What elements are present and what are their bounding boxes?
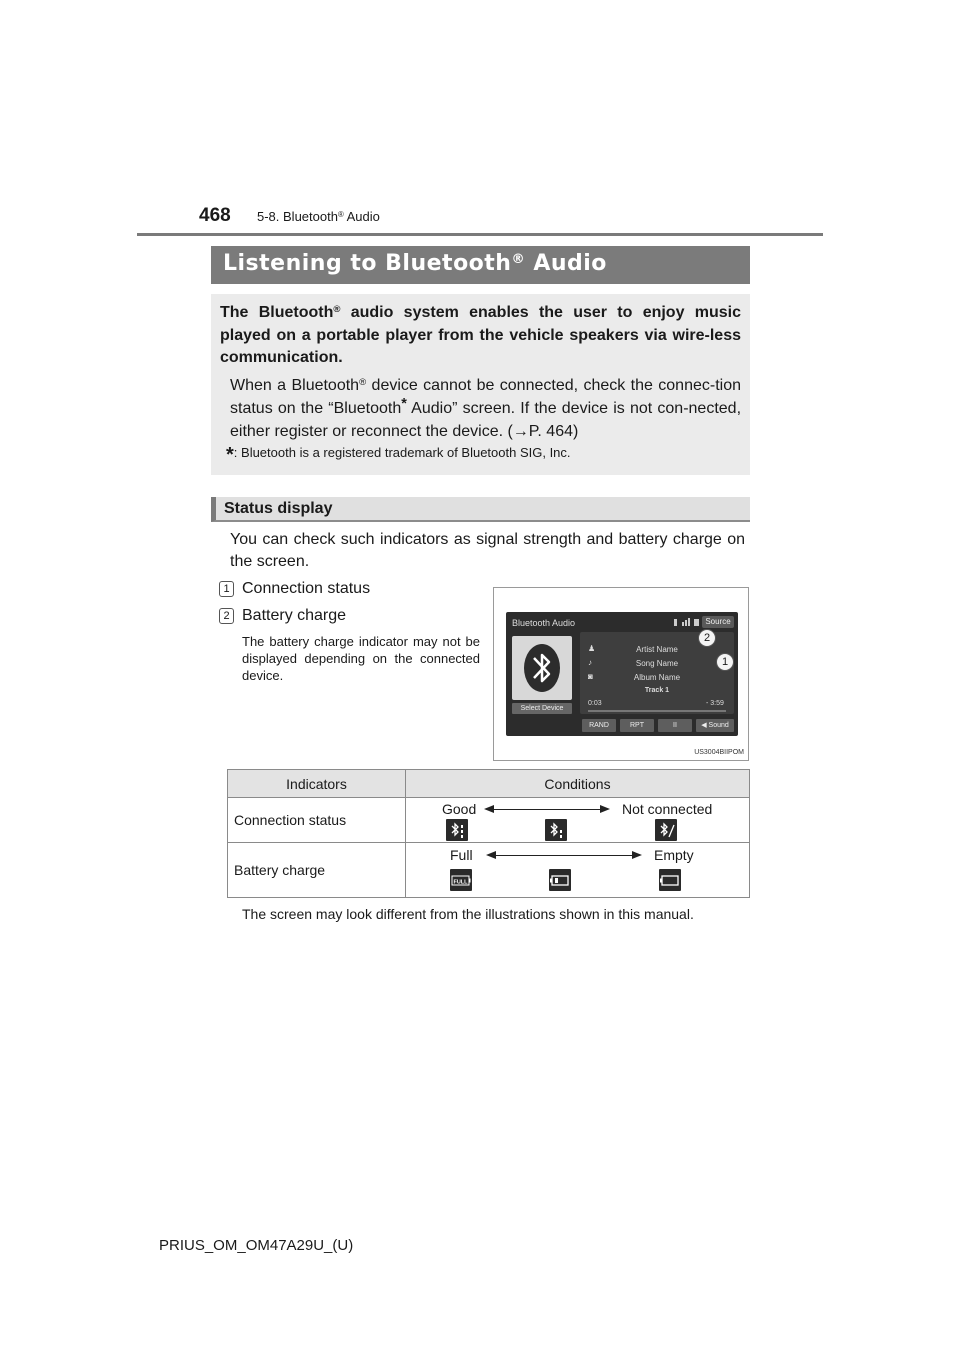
condition-good: Good bbox=[442, 801, 477, 817]
row-divider bbox=[228, 842, 749, 843]
status-icons bbox=[674, 617, 700, 627]
section-heading bbox=[211, 497, 750, 522]
battery-full-icon bbox=[450, 869, 472, 891]
bluetooth-icon bbox=[512, 636, 572, 700]
battery-empty-icon bbox=[659, 869, 681, 891]
artist-name: Artist Name bbox=[636, 645, 678, 654]
pause-button[interactable]: II bbox=[658, 719, 692, 732]
intro-box bbox=[211, 294, 750, 475]
row-connection-label: Connection status bbox=[234, 812, 347, 828]
battery-note: The battery charge indicator may not be displayed depending on the connected device. bbox=[242, 634, 480, 683]
remaining-time: - 3:59 bbox=[706, 700, 724, 707]
table-header bbox=[228, 770, 749, 798]
status-paragraph: You can check such indicators as signal strength and battery charge on the screen. bbox=[230, 531, 745, 570]
signal-good-icon bbox=[446, 819, 468, 841]
figure-code: US3004BIIPOM bbox=[694, 749, 744, 756]
random-button[interactable]: RAND bbox=[582, 719, 616, 732]
sound-button[interactable]: ◀ Sound bbox=[696, 719, 734, 732]
speaker-icon: ◀ bbox=[701, 722, 707, 729]
closing-note: The screen may look different from the illustrations shown in this manual. bbox=[242, 906, 694, 922]
intro-summary: The Bluetooth® audio system enables the user to enjoy music played on a portable player from the vehicle speakers via wire-less communication. bbox=[220, 303, 741, 366]
document-code: PRIUS_OM_OM47A29U_(U) bbox=[159, 1237, 354, 1254]
signal-weak-icon bbox=[545, 819, 567, 841]
header-rule bbox=[137, 233, 823, 236]
intro-instructions: When a Bluetooth® device cannot be connected, check the connec-tion status on the “Bluetooth* Audio” screen. If the device is not con-nected, either register or reconnect the device. (→P. 464) bbox=[230, 376, 742, 440]
footnote: *: Bluetooth is a registered trademark of Bluetooth SIG, Inc. bbox=[226, 444, 571, 466]
svg-text:FULL: FULL bbox=[453, 879, 468, 886]
section-heading-text: Status display bbox=[224, 500, 333, 517]
row-battery-label: Battery charge bbox=[234, 862, 326, 878]
repeat-button[interactable]: RPT bbox=[620, 719, 654, 732]
callout-1: 1 bbox=[716, 653, 734, 671]
screen-title: Bluetooth Audio bbox=[512, 618, 576, 628]
callout-2: 2 bbox=[698, 629, 716, 647]
album-name: Album Name bbox=[633, 673, 681, 682]
arrow-right-icon bbox=[600, 805, 610, 813]
condition-full: Full bbox=[450, 847, 473, 863]
page-title: Listening to Bluetooth® Audio bbox=[223, 251, 607, 276]
column-divider bbox=[405, 770, 406, 897]
source-button[interactable]: Source bbox=[702, 616, 734, 628]
progress-track bbox=[588, 710, 726, 712]
range-arrow bbox=[492, 809, 602, 810]
music-note-icon: ♪ bbox=[588, 658, 592, 667]
condition-not-connected: Not connected bbox=[622, 801, 713, 817]
item-number-badge: 1 bbox=[219, 581, 234, 597]
select-device-button[interactable]: Select Device bbox=[512, 703, 572, 714]
item-number-badge: 2 bbox=[219, 608, 234, 624]
elapsed-time: 0:03 bbox=[588, 700, 602, 707]
screen-illustration bbox=[493, 587, 749, 761]
breadcrumb: 5-8. Bluetooth® Audio bbox=[257, 209, 380, 224]
signal-none-icon bbox=[655, 819, 677, 841]
range-arrow bbox=[494, 855, 634, 856]
item-label-battery: Battery charge bbox=[242, 607, 347, 624]
condition-empty: Empty bbox=[654, 847, 694, 863]
item-label-connection: Connection status bbox=[242, 580, 371, 597]
song-name: Song Name bbox=[635, 659, 679, 668]
page-number: 468 bbox=[199, 205, 231, 226]
arrow-right-icon bbox=[632, 851, 642, 859]
indicator-table bbox=[227, 769, 750, 898]
album-icon: ◙ bbox=[588, 672, 593, 681]
header-conditions: Conditions bbox=[544, 776, 611, 792]
artist-icon: ♟ bbox=[588, 644, 596, 653]
track-number: Track 1 bbox=[644, 687, 670, 694]
title-bar bbox=[211, 246, 750, 284]
header-indicators: Indicators bbox=[286, 776, 347, 792]
battery-low-icon bbox=[549, 869, 571, 891]
